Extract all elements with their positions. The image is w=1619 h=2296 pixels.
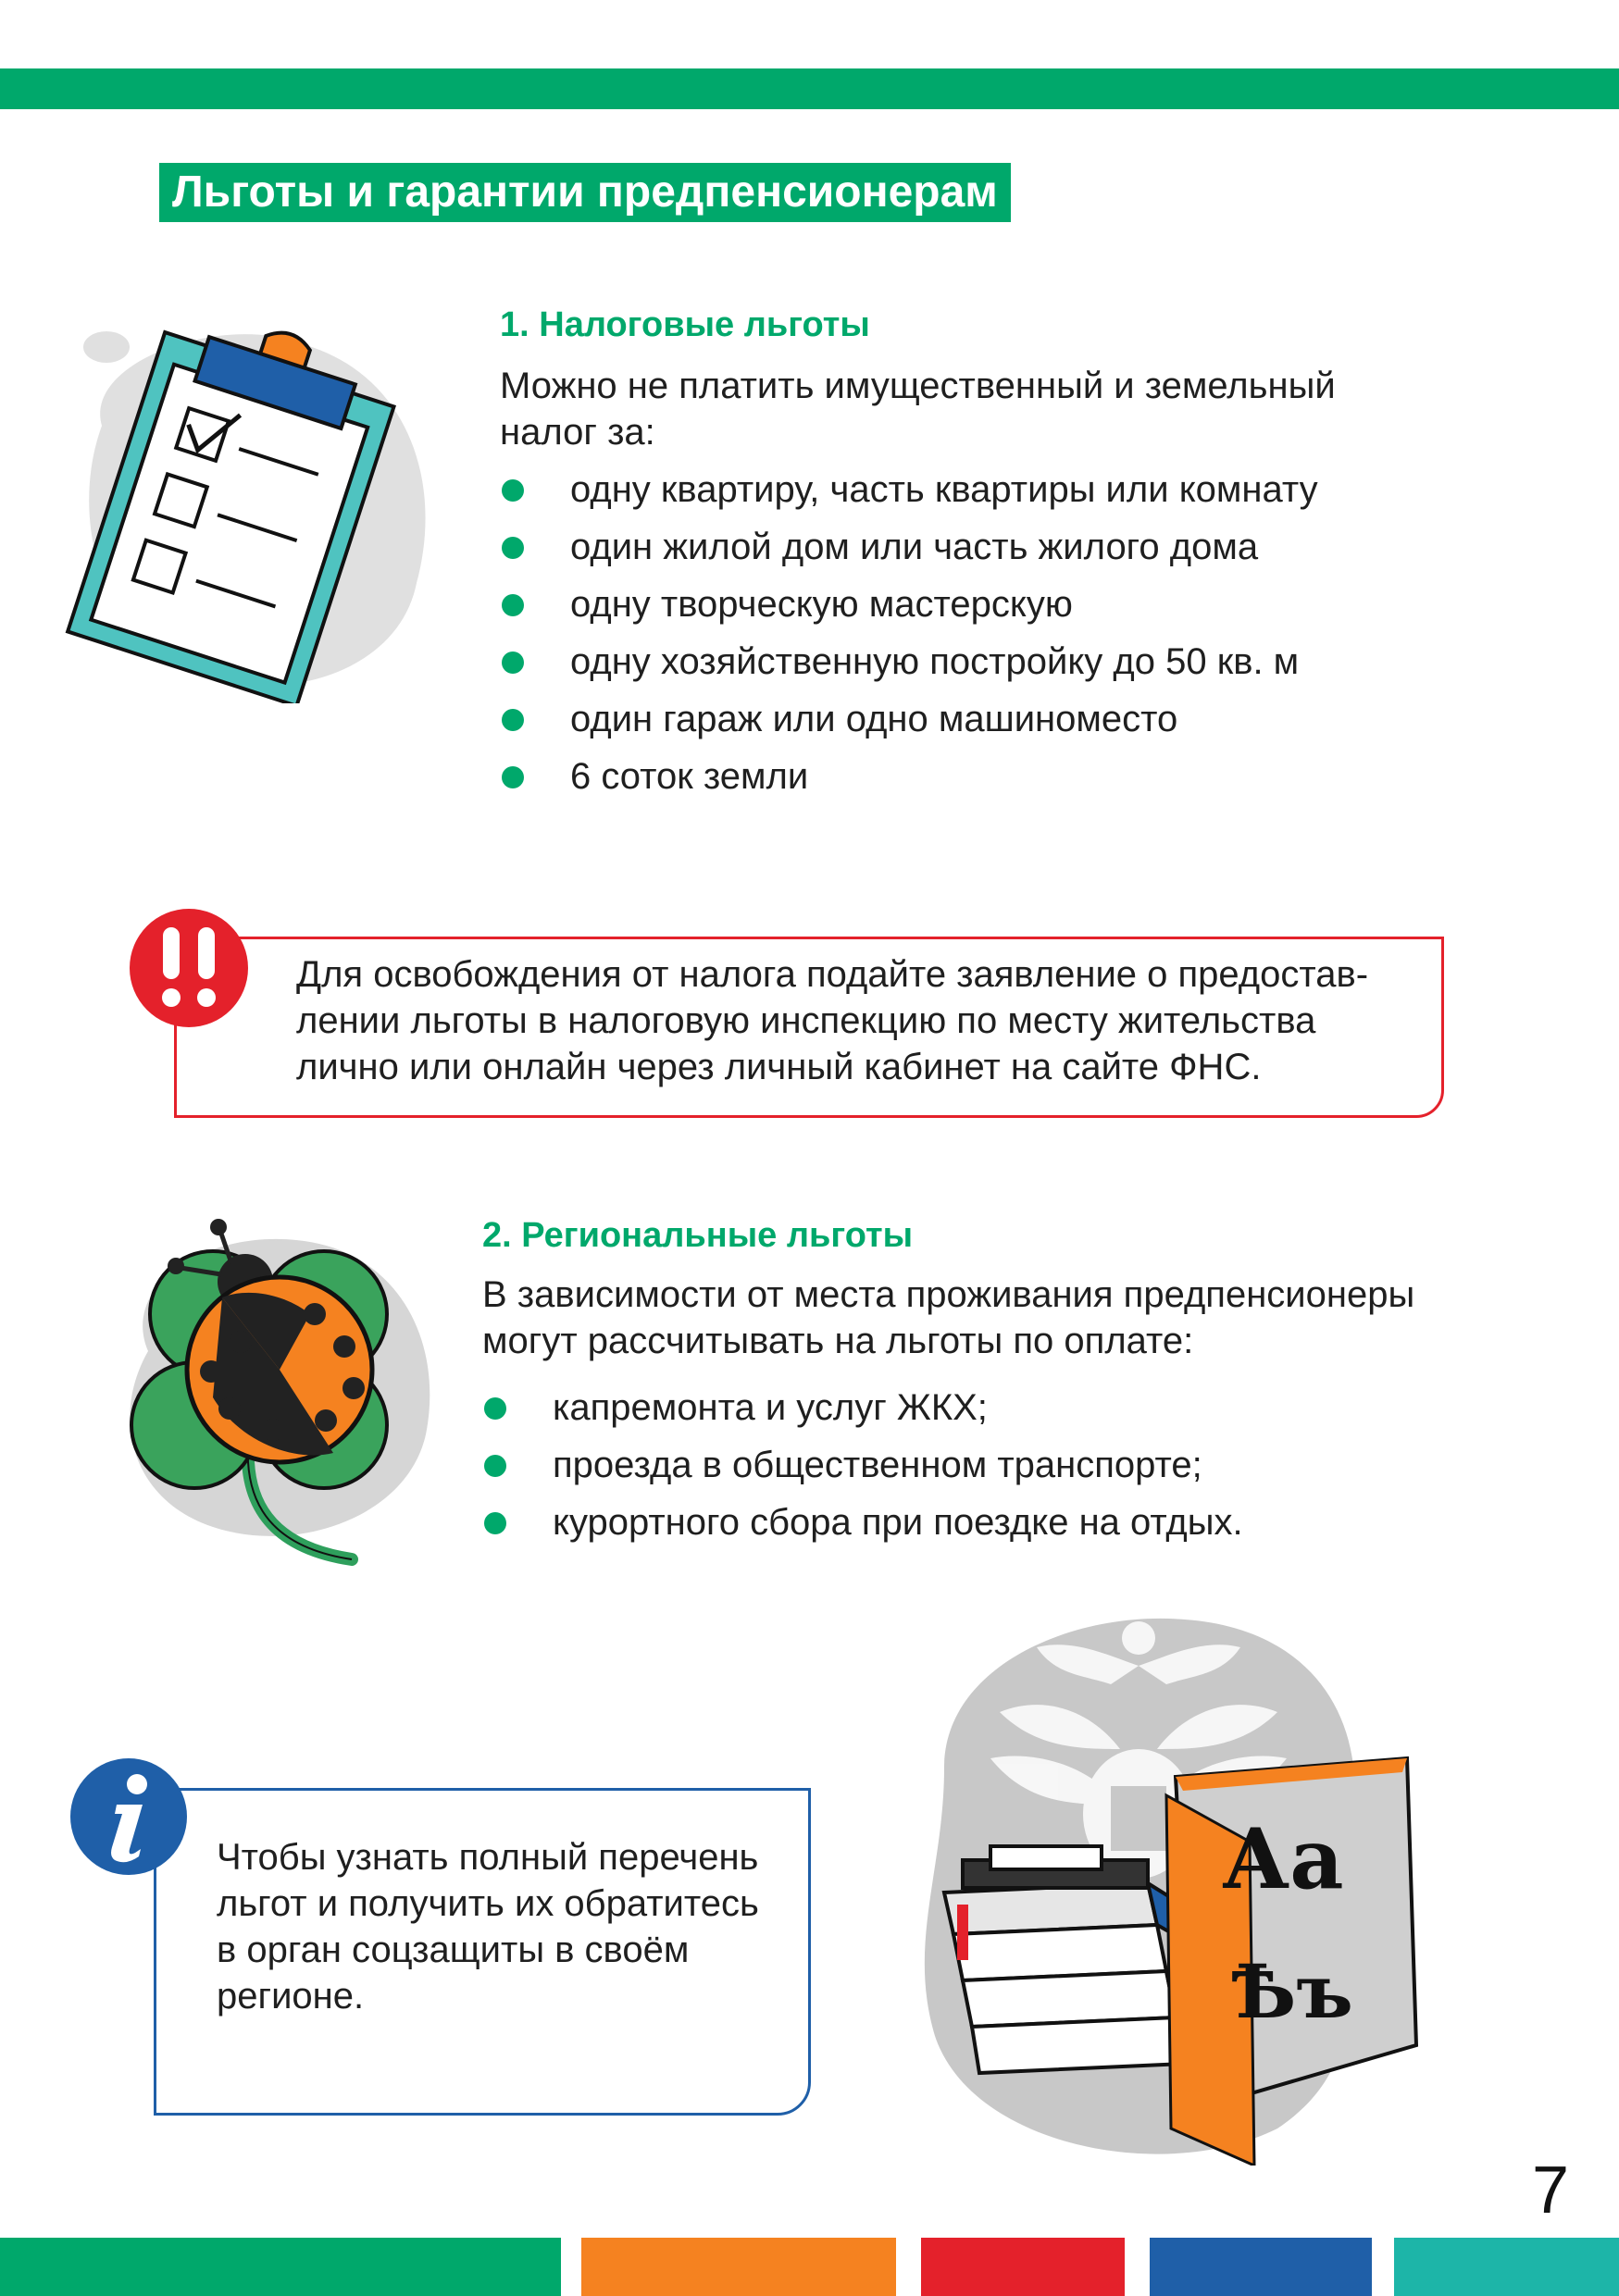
emblem-and-books-icon xyxy=(889,1610,1444,2166)
warning-text xyxy=(296,951,1463,1090)
info-line1: Чтобы узнать полный перечень xyxy=(217,1837,759,1878)
section2-intro-line1: В зависимости от места проживания предпенсионеры xyxy=(482,1274,1415,1315)
list-item-text: капремонта и услуг ЖКХ; xyxy=(553,1387,988,1428)
list-item-text: проезда в общественном транспорте; xyxy=(553,1445,1202,1485)
bullet-dot xyxy=(484,1455,506,1477)
info-line2: льгот и получить их обратитесь xyxy=(217,1883,759,1924)
list-item xyxy=(484,1436,1549,1494)
bullet-dot xyxy=(502,652,524,674)
footer-bar-orange xyxy=(581,2238,896,2296)
section2-list xyxy=(484,1379,1549,1551)
warning-line3: лично или онлайн через личный кабинет на сайте ФНС. xyxy=(296,1047,1262,1087)
list-item-text: одну хозяйственную постройку до 50 кв. м xyxy=(570,641,1300,682)
list-item-text: одну квартиру, часть квартиры или комнату xyxy=(570,469,1318,510)
list-item xyxy=(502,576,1520,633)
list-item xyxy=(484,1379,1549,1436)
bullet-dot xyxy=(502,479,524,502)
double-exclamation-icon xyxy=(128,907,250,1029)
bullet-dot xyxy=(502,709,524,731)
footer-bar-green xyxy=(0,2238,561,2296)
list-item xyxy=(502,748,1520,805)
list-item-text: один гараж или одно машиноместо xyxy=(570,699,1178,739)
footer-bar-blue xyxy=(1150,2238,1372,2296)
section2-intro-line2: могут рассчитывать на льготы по оплате: xyxy=(482,1321,1194,1361)
list-item xyxy=(502,518,1520,576)
info-line3: в орган соцзащиты в своём xyxy=(217,1930,690,1970)
list-item-text: 6 соток земли xyxy=(570,756,809,797)
page-title: Льготы и гарантии предпенсионерам xyxy=(159,163,1011,222)
svg-text:Аа: Аа xyxy=(1222,1810,1344,1908)
list-item-text: курортного сбора при поездке на отдых. xyxy=(553,1502,1243,1543)
section1-intro-line2: налог за: xyxy=(500,412,655,453)
bullet-dot xyxy=(502,594,524,616)
section1-intro-line1: Можно не платить имущественный и земельный xyxy=(500,366,1336,406)
page-number: 7 xyxy=(1531,2153,1570,2228)
list-item-text: одну творческую мастерскую xyxy=(570,584,1073,625)
section2-title: 2. Региональные льготы xyxy=(482,1216,914,1255)
bullet-dot xyxy=(484,1397,506,1420)
info-line4: регионе. xyxy=(217,1976,365,2017)
section2-intro xyxy=(482,1272,1547,1364)
warning-line1: Для освобождения от налога подайте заявление о предостав- xyxy=(296,954,1369,995)
footer-bar-teal xyxy=(1394,2238,1619,2296)
svg-text:Ѣъ: Ѣъ xyxy=(1231,1948,1353,2035)
ladybug-on-clover-icon xyxy=(111,1212,444,1582)
top-green-bar xyxy=(0,68,1619,109)
section1-list xyxy=(502,461,1520,805)
list-item xyxy=(484,1494,1549,1551)
list-item xyxy=(502,690,1520,748)
section1-title: 1. Налоговые льготы xyxy=(500,305,870,344)
bullet-dot xyxy=(502,766,524,788)
list-item xyxy=(502,633,1520,690)
section1-intro xyxy=(500,363,1518,455)
warning-line2: лении льготы в налоговую инспекцию по месту жительства xyxy=(296,1000,1316,1041)
info-icon xyxy=(68,1756,189,1877)
footer-bar-red xyxy=(921,2238,1125,2296)
clipboard-checklist-icon xyxy=(46,305,444,703)
bullet-dot xyxy=(484,1512,506,1534)
list-item-text: один жилой дом или часть жилого дома xyxy=(570,527,1259,567)
bullet-dot xyxy=(502,537,524,559)
list-item xyxy=(502,461,1520,518)
info-text xyxy=(217,1834,791,2019)
